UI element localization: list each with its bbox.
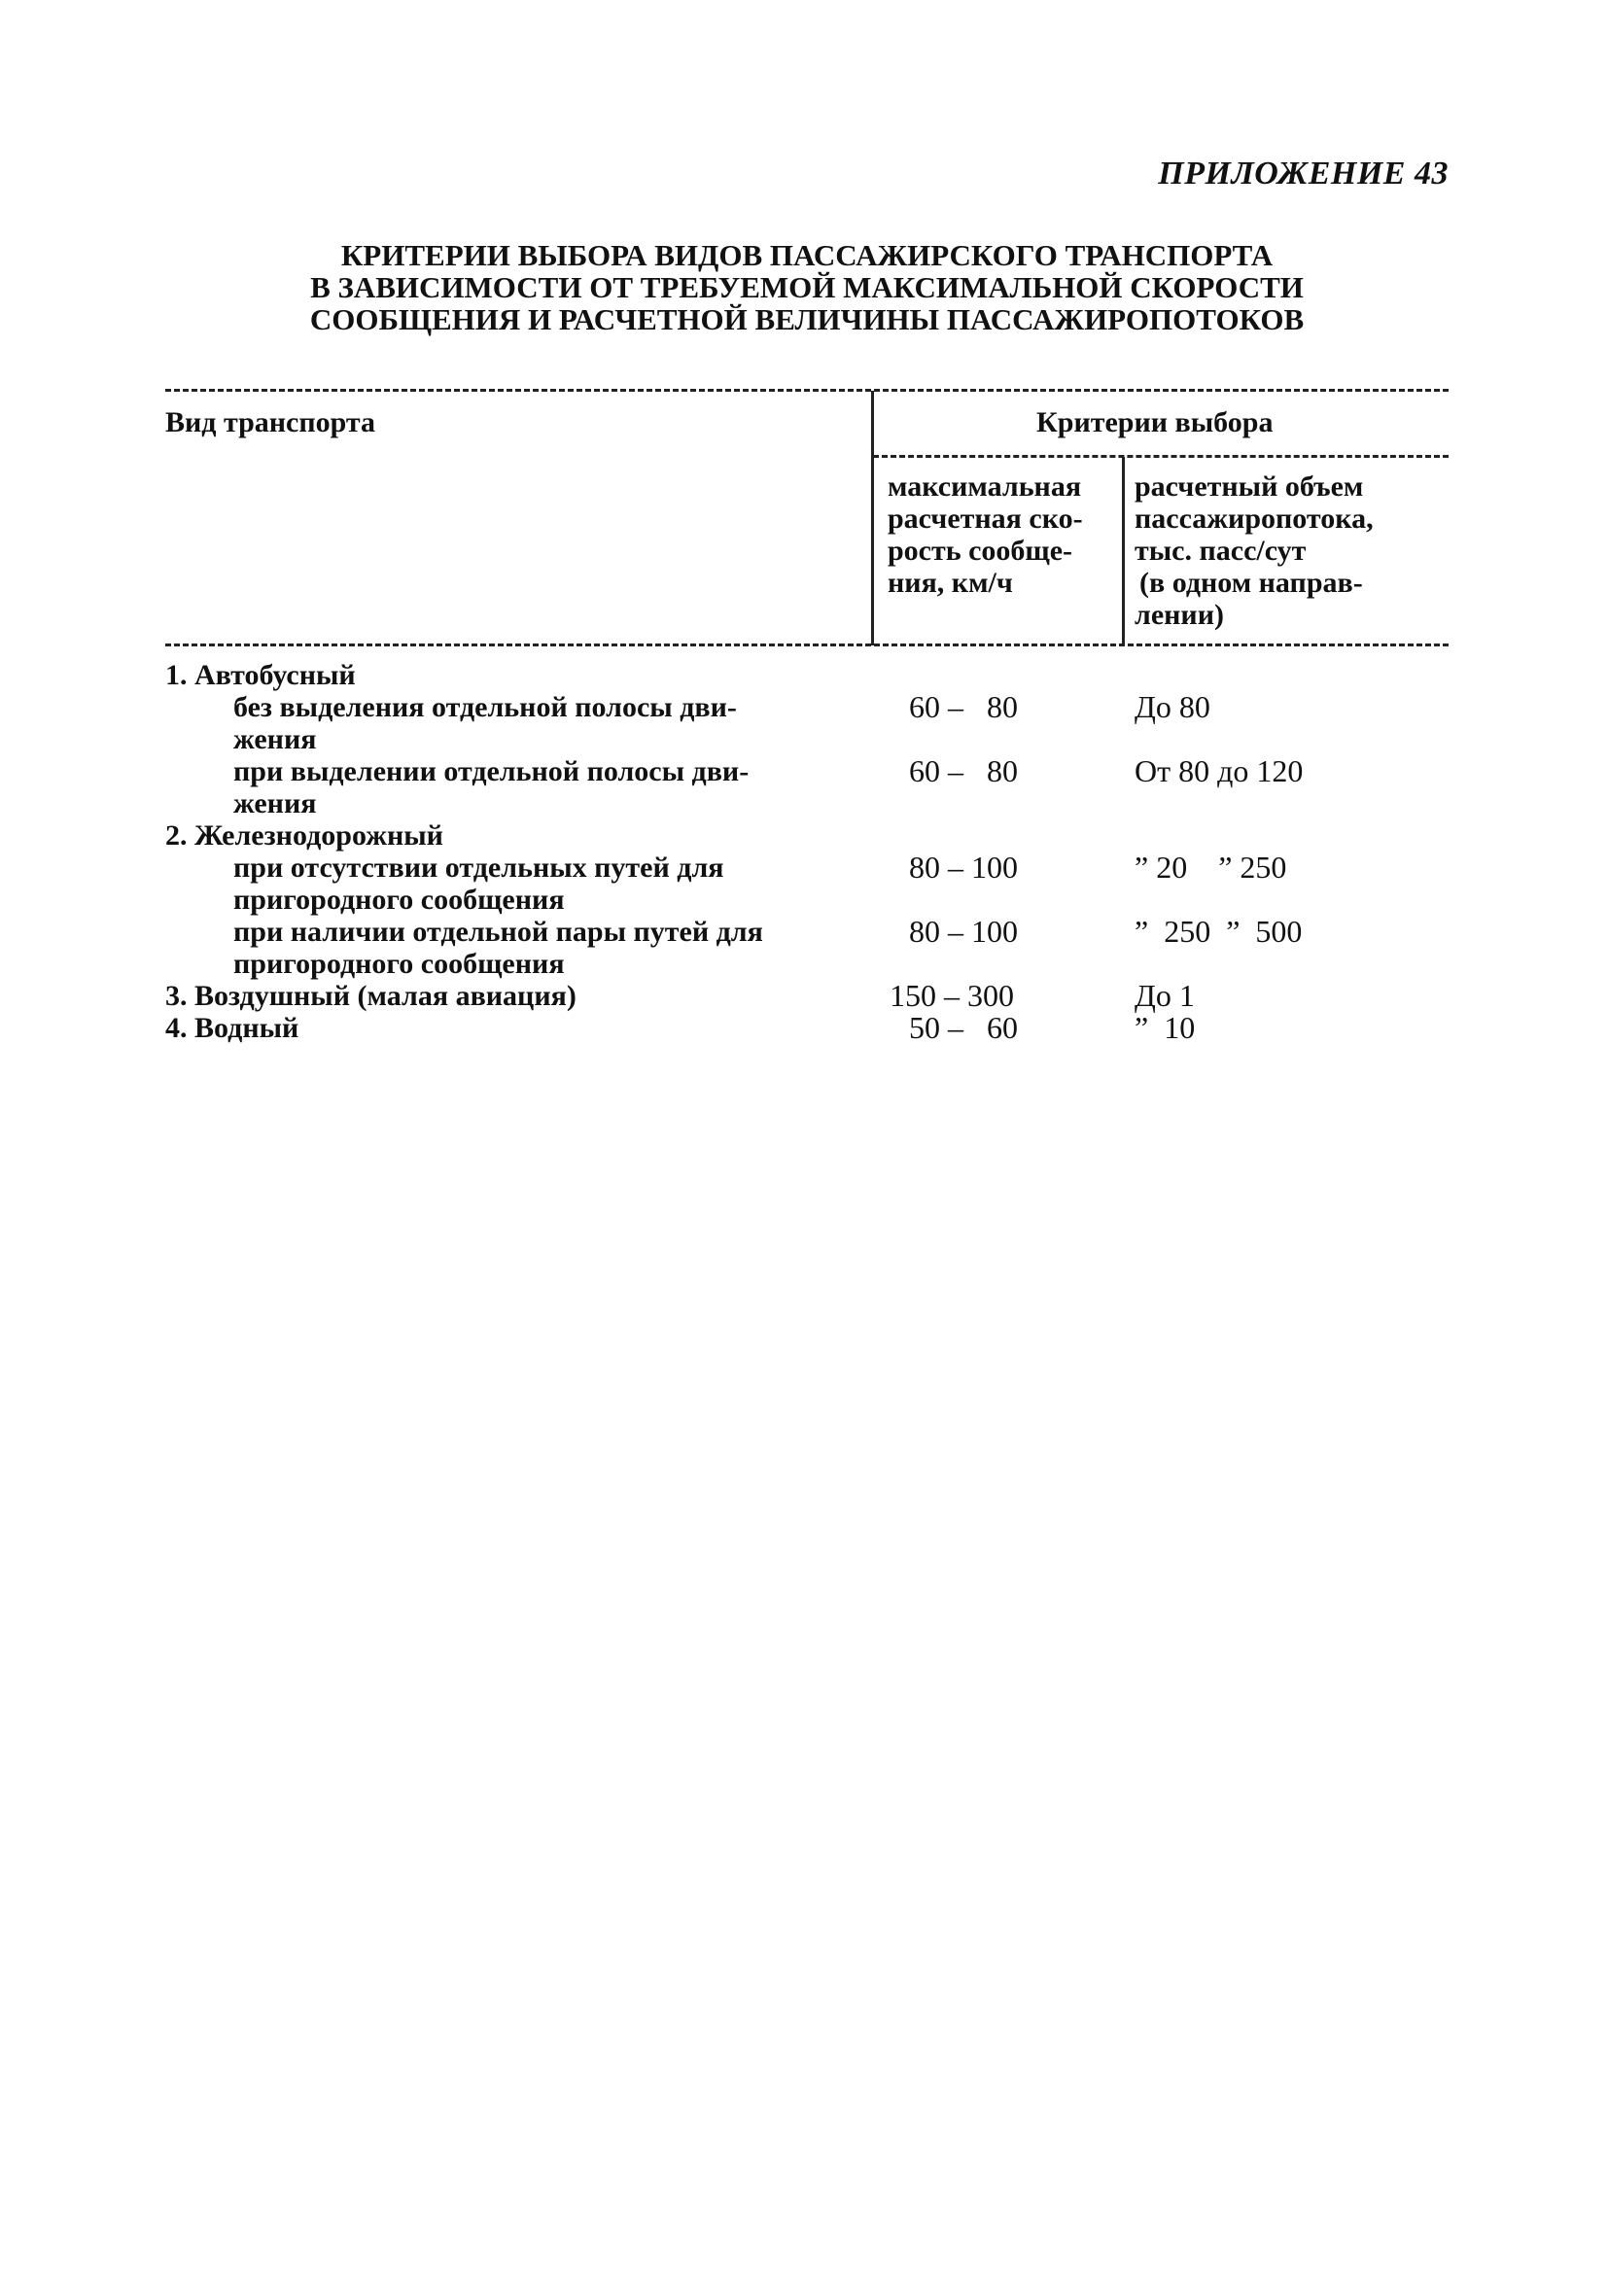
header-volume-line: пассажиропотока, [1135, 503, 1374, 535]
row-speed: 60 – 80 [909, 753, 1018, 788]
title-line: КРИТЕРИИ ВЫБОРА ВИДОВ ПАССАЖИРСКОГО ТРАНСПОРТА [340, 238, 1274, 272]
row-label: при отсутствии отдельных путей для [233, 852, 724, 884]
header-speed-line: ния, км/ч [888, 567, 1013, 599]
row-label: 2. Железнодорожный [165, 819, 443, 852]
header-volume-line: (в одном направ- [1139, 567, 1363, 599]
title-line: В ЗАВИСИМОСТИ ОТ ТРЕБУЕМОЙ МАКСИМАЛЬНОЙ СКОРОСТИ [310, 270, 1304, 304]
row-label: жения [233, 723, 317, 755]
header-speed-line: рость сообще- [888, 535, 1073, 567]
row-speed: 150 – 300 [890, 978, 1014, 1013]
row-volume: ” 10 [1135, 1010, 1196, 1045]
row-label: без выделения отдельной полосы дви- [233, 691, 737, 723]
appendix-label: ПРИЛОЖЕНИЕ 43 [1158, 156, 1449, 191]
row-label: жения [233, 787, 317, 819]
row-volume: ” 20 ” 250 [1135, 850, 1287, 885]
header-speed-line: максимальная [888, 470, 1082, 503]
row-speed: 80 – 100 [909, 850, 1018, 885]
row-volume: От 80 до 120 [1135, 753, 1304, 788]
table-top-rule [165, 389, 1449, 392]
row-volume: ” 250 ” 500 [1135, 914, 1303, 949]
criteria-column-divider [1122, 457, 1125, 645]
criteria-subheader-rule [873, 455, 1449, 458]
header-transport-type: Вид транспорта [165, 406, 376, 438]
row-label: 3. Воздушный (малая авиация) [165, 980, 577, 1012]
row-speed: 80 – 100 [909, 914, 1018, 949]
row-speed: 50 – 60 [909, 1010, 1018, 1045]
row-label: 1. Автобусный [165, 659, 356, 691]
header-criteria: Критерии выбора [1036, 406, 1274, 438]
header-volume-line: расчетный объем [1135, 470, 1364, 503]
row-volume: До 1 [1135, 978, 1195, 1013]
header-speed-line: расчетная ско- [888, 503, 1083, 535]
row-label: при выделении отдельной полосы дви- [233, 755, 750, 787]
header-bottom-rule [165, 644, 1449, 646]
title-line: СООБЩЕНИЯ И РАСЧЕТНОЙ ВЕЛИЧИНЫ ПАССАЖИРОПОТОКОВ [309, 302, 1305, 336]
row-label: при наличии отдельной пары путей для [233, 916, 763, 948]
row-speed: 60 – 80 [909, 689, 1018, 724]
header-volume-line: тыс. пасс/сут [1135, 535, 1307, 567]
document-title [156, 239, 1458, 335]
table-column-divider [871, 391, 874, 645]
row-label: пригородного сообщения [233, 884, 565, 916]
row-label: 4. Водный [165, 1012, 299, 1044]
row-volume: До 80 [1135, 689, 1210, 724]
row-label: пригородного сообщения [233, 948, 565, 980]
header-volume-line: лении) [1135, 599, 1224, 631]
